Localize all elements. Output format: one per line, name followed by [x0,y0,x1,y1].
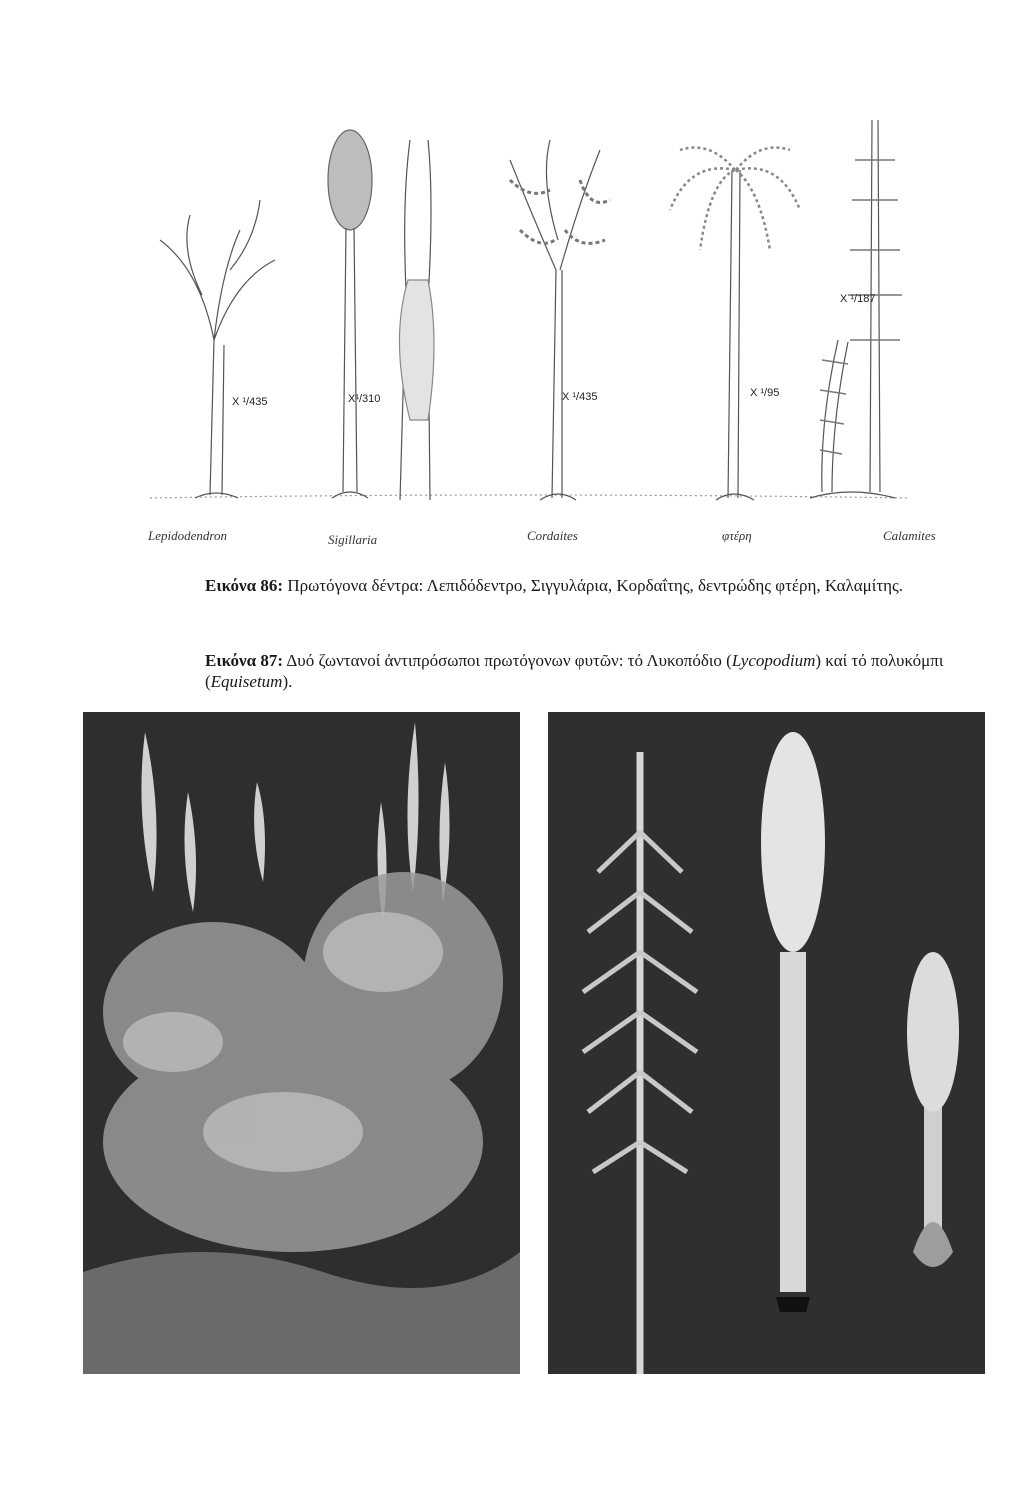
lepidodendron-label: Lepidodendron [148,528,227,543]
sigillaria-drawing [328,130,434,500]
figure-87-text-2: ) καί τό πολυκόμπι ( [205,651,944,691]
calamites-drawing [810,120,902,498]
lepidodendron-drawing [160,200,275,498]
figure-87-text-3: ). [282,672,293,691]
cordaites-scale: X ¹/435 [562,391,598,403]
tree-fern-label: φτέρη [722,528,752,543]
lepidodendron-scale: X ¹/435 [232,396,268,408]
equisetum-term: Equisetum [210,672,283,691]
figure-86-text: Πρωτόγονα δέντρα: Λεπιδόδεντρο, Σιγγυλάρια, Κορδαΐτης, δεντρώδης φτέρη, Καλαμίτης. [287,576,904,595]
tree-fern-scale: X ¹/95 [750,387,780,399]
figure-87-label: Εικόνα 87: [205,651,284,670]
figure-87-caption [205,650,975,692]
lycopodium-photo [83,712,520,1374]
cordaites-label: Cordaites [527,528,578,543]
figure-86-caption [205,575,975,596]
primitive-trees-illustration [110,120,930,540]
figure-87-text-1: Δυό ζωντανοί ἀντιπρόσωποι πρωτόγονων φυτῶν: τό Λυκοπόδιο ( [286,651,732,670]
lycopodium-term: Lycopodium [731,651,816,670]
sigillaria-label: Sigillaria [328,532,378,547]
equisetum-photo [548,712,985,1374]
calamites-scale: X ¹/187 [840,293,876,305]
cordaites-drawing [510,140,610,500]
figure-86-label: Εικόνα 86: [205,576,284,595]
tree-fern-drawing [670,148,800,501]
calamites-label: Calamites [883,528,936,543]
sigillaria-scale: X¹/310 [348,393,381,405]
